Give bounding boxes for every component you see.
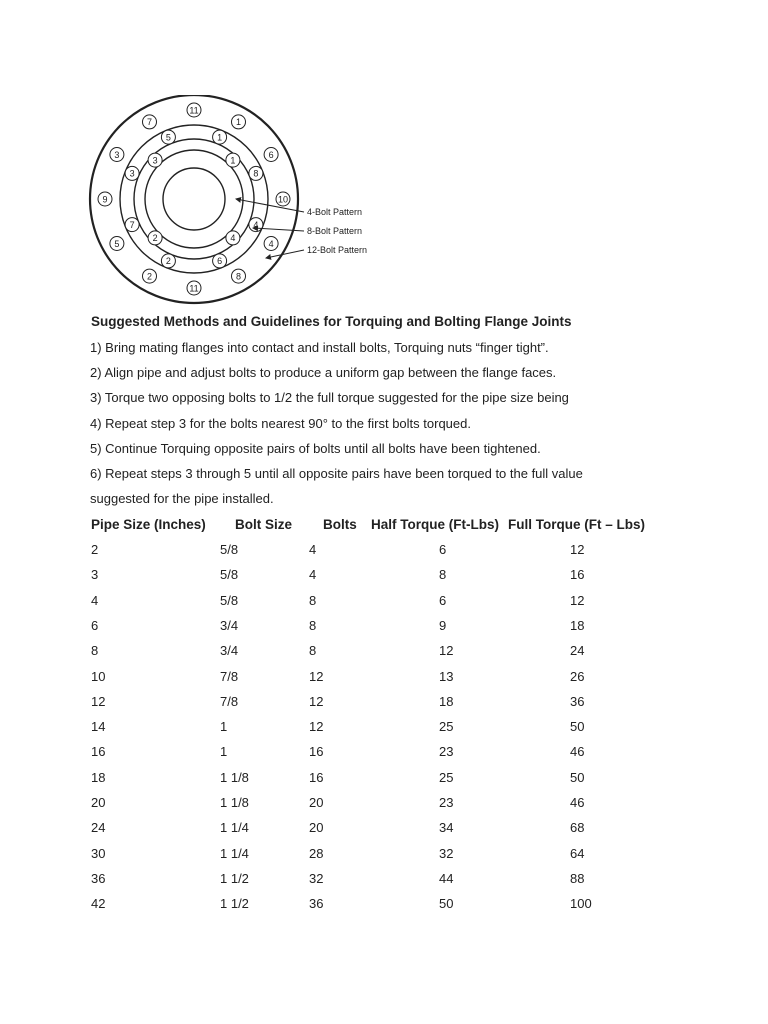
pointer-4-bolt — [236, 199, 304, 212]
cell-full-torque: 12 — [570, 542, 585, 557]
cell-bolts: 12 — [309, 719, 324, 735]
cell-bolt-size: 1 1/8 — [220, 769, 249, 785]
cell-half-torque: 23 — [439, 744, 454, 760]
step-1: 1) Bring mating flanges into contact and install bolts, Torquing nuts “finger tight”. — [90, 340, 549, 355]
step-6: 6) Repeat steps 3 through 5 until all opposite pairs have been torqued to the full value — [90, 466, 583, 481]
cell-bolts: 20 — [309, 820, 324, 836]
cell-pipe-size: 18 — [91, 769, 106, 785]
bolt-number-outer-11 — [187, 281, 201, 295]
cell-half-torque: 23 — [439, 795, 454, 810]
cell-pipe-size: 3 — [91, 567, 99, 583]
cell-half-torque: 12 — [439, 643, 454, 659]
cell-full-torque: 64 — [570, 845, 585, 861]
bolt-number-text: 11 — [189, 283, 199, 294]
bolt-number-text: 1 — [217, 132, 223, 143]
bolt-number-text: 7 — [146, 117, 153, 128]
header-pipe-size: Pipe Size (Inches) — [91, 517, 206, 532]
cell-full-torque: 26 — [570, 668, 585, 684]
cell-pipe-size: 4 — [91, 592, 99, 608]
bolt-number-text: 6 — [217, 256, 223, 267]
pipe-bore — [163, 168, 225, 230]
cell-pipe-size: 24 — [91, 820, 106, 836]
cell-bolt-size: 1 1/2 — [220, 870, 249, 886]
cell-bolt-size: 5/8 — [220, 567, 239, 583]
cell-bolts: 28 — [309, 845, 324, 861]
bolt-pattern-diagram — [88, 95, 388, 310]
bolt-number-text: 3 — [152, 155, 158, 166]
cell-bolt-size: 1 1/4 — [220, 845, 249, 861]
cell-half-torque: 8 — [439, 567, 447, 583]
bolt-number-inner-4 — [226, 231, 240, 245]
bolt-number-outer-11 — [187, 103, 201, 117]
cell-bolts: 16 — [309, 744, 324, 760]
cell-bolt-size: 1 1/2 — [220, 896, 249, 912]
cell-full-torque: 68 — [570, 820, 585, 836]
bolt-number-inner-1 — [226, 153, 240, 167]
cell-bolts: 4 — [309, 567, 317, 583]
header-bolt-size: Bolt Size — [235, 517, 293, 532]
cell-bolt-size: 5/8 — [220, 542, 239, 557]
cell-bolt-size: 1 1/4 — [220, 820, 249, 836]
bolt-number-outer-4 — [264, 237, 278, 251]
cell-bolt-size: 3/4 — [220, 617, 239, 633]
bolt-number-outer-2 — [143, 269, 157, 283]
step-4: 4) Repeat step 3 for the bolts nearest 90° to the first bolts torqued. — [90, 416, 471, 431]
cell-pipe-size: 10 — [91, 668, 106, 684]
cell-full-torque: 18 — [570, 617, 585, 633]
cell-bolt-size: 5/8 — [220, 592, 239, 608]
bolt-number-text: 11 — [189, 105, 199, 116]
cell-bolts: 8 — [309, 617, 317, 633]
cell-bolt-size: 3/4 — [220, 643, 239, 659]
cell-half-torque: 44 — [439, 870, 454, 886]
cell-pipe-size: 12 — [91, 693, 106, 709]
step-6-continued: suggested for the pipe installed. — [90, 491, 274, 506]
cell-half-torque: 6 — [439, 542, 447, 557]
cell-bolt-size: 1 — [220, 719, 228, 735]
cell-bolts: 36 — [309, 896, 324, 912]
cell-full-torque: 16 — [570, 567, 585, 583]
cell-bolts: 20 — [309, 795, 324, 810]
step-3: 3) Torque two opposing bolts to 1/2 the full torque suggested for the pipe size being — [90, 390, 569, 405]
cell-half-torque: 9 — [439, 617, 447, 633]
cell-half-torque: 32 — [439, 845, 454, 861]
bolt-number-text: 2 — [152, 233, 158, 244]
flange-ring-12-bolt — [120, 125, 268, 273]
bolt-number-text: 4 — [230, 233, 236, 244]
cell-bolts: 4 — [309, 542, 317, 557]
cell-full-torque: 50 — [570, 719, 585, 735]
flange-outer-ring — [90, 95, 298, 303]
bolt-number-text: 5 — [114, 238, 120, 249]
header-bolts: Bolts — [323, 517, 357, 532]
bolt-number-middle-3 — [125, 166, 139, 180]
cell-pipe-size: 14 — [91, 719, 106, 735]
bolt-number-outer-1 — [232, 115, 246, 129]
bolt-number-outer-10 — [276, 192, 290, 206]
bolt-number-text: 8 — [253, 168, 259, 179]
cell-pipe-size: 16 — [91, 744, 106, 760]
cell-full-torque: 46 — [570, 744, 585, 760]
cell-pipe-size: 42 — [91, 896, 106, 912]
cell-bolts: 8 — [309, 592, 317, 608]
step-5: 5) Continue Torquing opposite pairs of bolts until all bolts have been tightened. — [90, 441, 541, 456]
cell-pipe-size: 8 — [91, 643, 99, 659]
label-12-bolt-pattern: 12-Bolt Pattern — [307, 245, 368, 255]
bolt-number-outer-6 — [264, 148, 278, 162]
cell-full-torque: 50 — [570, 769, 585, 785]
cell-bolt-size: 7/8 — [220, 668, 239, 684]
cell-pipe-size: 6 — [91, 617, 99, 633]
cell-half-torque: 25 — [439, 769, 454, 785]
cell-bolt-size: 1 1/8 — [220, 795, 249, 810]
cell-bolts: 12 — [309, 693, 324, 709]
cell-bolts: 8 — [309, 643, 317, 659]
cell-half-torque: 34 — [439, 820, 454, 836]
bolt-number-inner-2 — [148, 231, 162, 245]
bolt-number-text: 4 — [253, 219, 259, 230]
step-2: 2) Align pipe and adjust bolts to produce a uniform gap between the flange faces. — [90, 365, 557, 380]
bolt-number-middle-4 — [249, 218, 263, 232]
cell-full-torque: 88 — [570, 870, 585, 886]
cell-half-torque: 25 — [439, 719, 454, 735]
cell-half-torque: 18 — [439, 693, 454, 709]
bolt-number-outer-9 — [98, 192, 112, 206]
cell-bolts: 16 — [309, 769, 324, 785]
bolt-number-middle-1 — [213, 130, 227, 144]
cell-pipe-size: 36 — [91, 870, 106, 886]
cell-pipe-size: 30 — [91, 845, 106, 861]
bolt-number-text: 8 — [235, 271, 242, 282]
bolt-number-text: 9 — [102, 194, 108, 205]
bolt-number-text: 2 — [146, 271, 153, 282]
bolt-number-text: 10 — [277, 194, 289, 205]
cell-full-torque: 12 — [570, 592, 585, 608]
cell-full-torque: 46 — [570, 795, 585, 810]
bolt-number-outer-5 — [110, 237, 124, 251]
bolt-number-text: 5 — [165, 132, 171, 143]
bolt-number-outer-7 — [143, 115, 157, 129]
bolt-number-text: 3 — [114, 149, 120, 160]
cell-bolts: 12 — [309, 668, 324, 684]
cell-bolts: 32 — [309, 870, 324, 886]
cell-full-torque: 24 — [570, 643, 585, 659]
bolt-number-text: 4 — [268, 238, 274, 249]
cell-half-torque: 50 — [439, 896, 454, 912]
bolt-number-text: 1 — [230, 155, 236, 166]
bolt-number-text: 2 — [165, 256, 171, 267]
cell-half-torque: 13 — [439, 668, 454, 684]
bolt-number-text: 1 — [235, 117, 242, 128]
bolt-number-text: 6 — [268, 149, 274, 160]
bolt-number-inner-3 — [148, 153, 162, 167]
cell-bolt-size: 7/8 — [220, 693, 239, 709]
header-half-torque: Half Torque (Ft-Lbs) — [371, 517, 499, 532]
cell-full-torque: 36 — [570, 693, 585, 709]
label-8-bolt-pattern: 8-Bolt Pattern — [307, 226, 363, 236]
bolt-number-outer-3 — [110, 148, 124, 162]
cell-pipe-size: 20 — [91, 795, 106, 810]
bolt-number-middle-7 — [125, 218, 139, 232]
cell-half-torque: 6 — [439, 592, 447, 608]
bolt-number-text: 3 — [129, 168, 135, 179]
bolt-number-middle-6 — [213, 254, 227, 268]
label-4-bolt-pattern: 4-Bolt Pattern — [307, 207, 363, 217]
header-full-torque: Full Torque (Ft – Lbs) — [508, 517, 645, 532]
cell-pipe-size: 2 — [91, 542, 99, 557]
bolt-number-text: 7 — [129, 219, 135, 230]
section-heading: Suggested Methods and Guidelines for Torquing and Bolting Flange Joints — [91, 314, 572, 329]
bolt-number-middle-8 — [249, 166, 263, 180]
cell-full-torque: 100 — [570, 896, 592, 912]
bolt-number-middle-2 — [161, 254, 175, 268]
bolt-number-outer-8 — [232, 269, 246, 283]
cell-bolt-size: 1 — [220, 744, 228, 760]
bolt-number-middle-5 — [161, 130, 175, 144]
